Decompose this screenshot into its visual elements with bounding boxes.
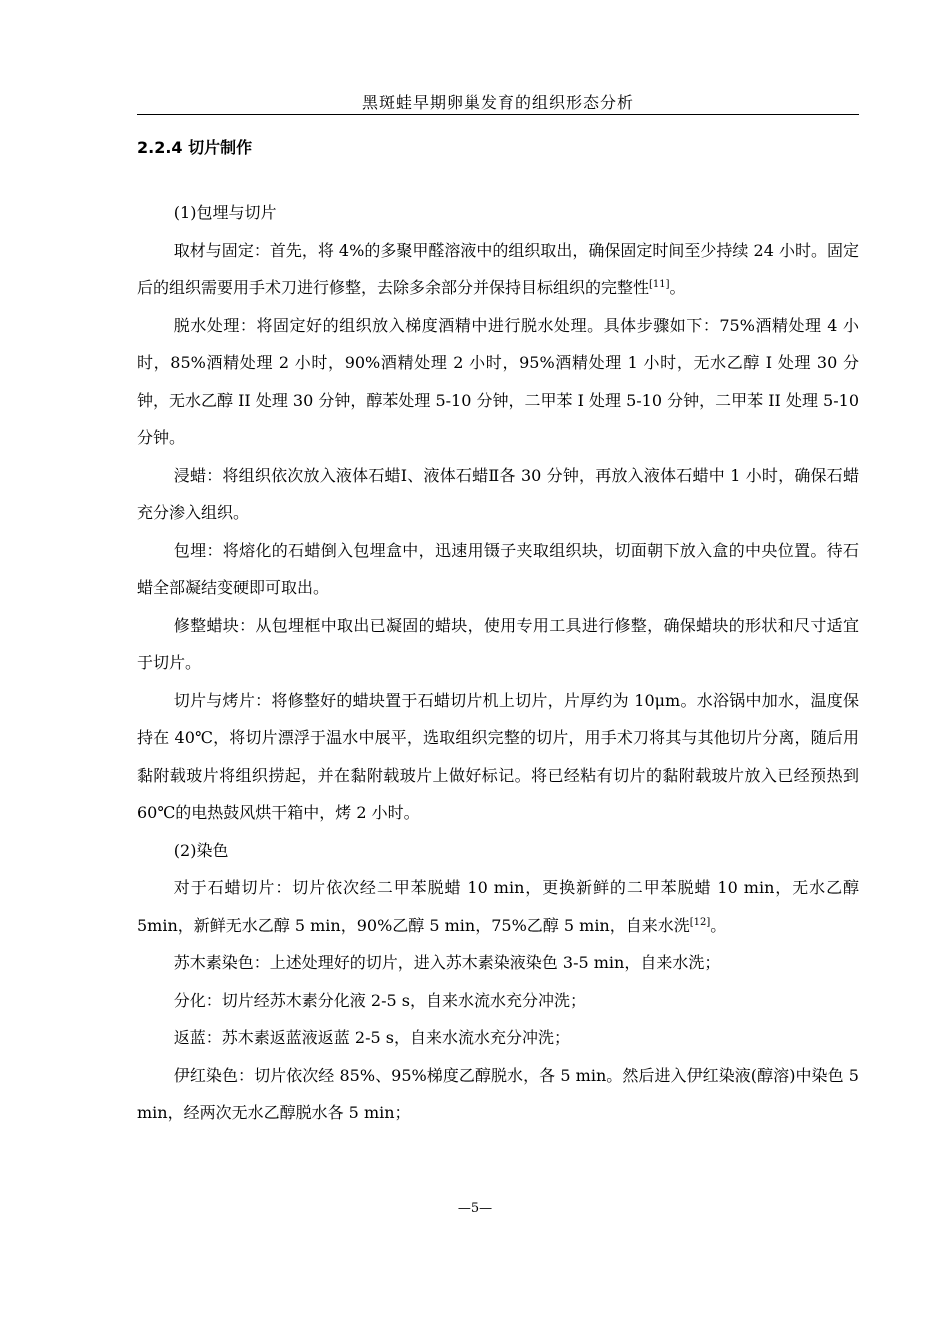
section-title: 2.2.4 切片制作 [137,138,253,157]
paragraph-fixation: 取材与固定：首先，将 4%的多聚甲醛溶液中的组织取出，确保固定时间至少持续 24 小时。固定后的组织需要用手术刀进行修整，去除多余部分并保持目标组织的完整性[11]。 [137,240,859,297]
paragraph-dewaxing: 对于石蜡切片：切片依次经二甲苯脱蜡 10 min，更换新鲜的二甲苯脱蜡 10 min，无水乙醇 5min，新鲜无水乙醇 5 min，90%乙醇 5 min，75%乙醇 5 min，自来水洗[12]。 [137,878,859,935]
page-number: —5— [457,1201,493,1216]
paragraph-differentiation: 分化：切片经苏木素分化液 2-5 s，自来水流水充分冲洗； [173,990,586,1010]
paragraph-infiltration: 浸蜡：将组织依次放入液体石蜡Ⅰ、液体石蜡Ⅱ各 30 分钟，再放入液体石蜡中 1 小时，确保石蜡充分渗入组织。 [137,465,859,522]
citation: [11] [649,279,670,290]
running-header: 黑斑蛙早期卵巢发育的组织形态分析 [361,93,634,112]
header-rule [137,114,859,115]
subheading-embedding: (1)包埋与切片 [173,203,277,222]
body-text [137,194,859,1132]
paragraph-embedding: 包埋：将熔化的石蜡倒入包埋盒中，迅速用镊子夹取组织块，切面朝下放入盒的中央位置。待石蜡全部凝结变硬即可取出。 [137,540,859,597]
citation: [12] [689,916,711,928]
paragraph-sectioning: 切片与烤片：将修整好的蜡块置于石蜡切片机上切片，片厚约为 10μm。水浴锅中加水，温度保持在 40℃，将切片漂浮于温水中展平，选取组织完整的切片，用手术刀将其与其他切片分离，随后用黏附载玻片将组织捞起，并在黏附载玻片上做好标记。将已经粘有切片的黏附载玻片放入已经预热到 60℃的电热鼓风烘干箱中，烤 2 小时。 [137,690,859,822]
paragraph-trimming: 修整蜡块：从包埋框中取出已凝固的蜡块，使用专用工具进行修整，确保蜡块的形状和尺寸适宜于切片。 [137,615,859,672]
paragraph-eosin: 伊红染色：切片依次经 85%、95%梯度乙醇脱水，各 5 min。然后进入伊红染液(醇溶)中染色 5 min，经两次无水乙醇脱水各 5 min； [137,1065,859,1122]
paragraph-hematoxylin: 苏木素染色：上述处理好的切片，进入苏木素染液染色 3-5 min，自来水洗； [173,953,721,972]
subheading-staining: (2)染色 [173,840,229,860]
paragraph-bluing: 返蓝：苏木素返蓝液返蓝 2-5 s，自来水流水充分冲洗； [173,1028,570,1047]
paragraph-dehydration: 脱水处理：将固定好的组织放入梯度酒精中进行脱水处理。具体步骤如下：75%酒精处理 4 小时，85%酒精处理 2 小时，90%酒精处理 2 小时，95%酒精处理 1 小时，无水乙醇 I 处理 30 分钟，无水乙醇 II 处理 30 分钟，醇苯处理 5-10 分钟，二甲苯 I 处理 5-10 分钟，二甲苯 II 处理 5-10 分钟。 [137,315,859,447]
